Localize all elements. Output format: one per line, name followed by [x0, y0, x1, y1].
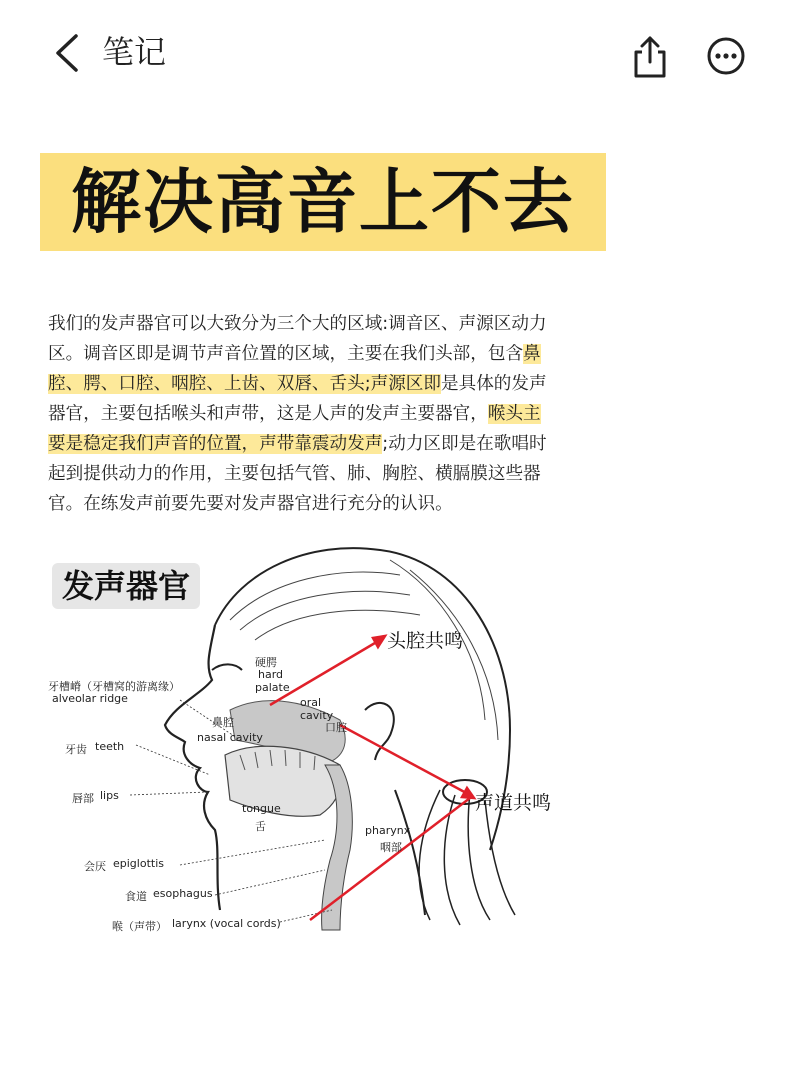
headline: 解决高音上不去	[71, 161, 575, 243]
label-tongue-en: tongue	[242, 802, 281, 815]
page-title: 笔记	[102, 33, 167, 71]
label-hard-palate-cn: 硬腭	[255, 656, 277, 669]
label-pharynx-cn: 咽部	[380, 841, 402, 854]
label-lips-en: lips	[100, 789, 119, 802]
label-oral-en: cavity	[300, 709, 334, 722]
highlighted-text: 鼻腔、腭、口腔、咽腔、上齿、双唇、舌头;声源区即	[48, 344, 541, 394]
back-button[interactable]	[50, 30, 90, 76]
section-label: 发声器官	[52, 563, 200, 609]
highlighted-text: 喉头主要是稳定我们声音的位置，声带靠震动发声	[48, 404, 541, 454]
label-alveolar-en: alveolar ridge	[52, 692, 128, 705]
label-epiglottis-cn: 会厌	[84, 860, 106, 873]
label-epiglottis-en: epiglottis	[113, 857, 164, 870]
top-bar	[0, 0, 800, 110]
label-lips-cn: 唇部	[72, 792, 94, 805]
share-button[interactable]	[628, 34, 672, 80]
label-larynx-cn: 喉（声带）	[112, 920, 167, 933]
label-nasal-en: nasal cavity	[197, 731, 263, 744]
label-nasal-cn: 鼻腔	[212, 716, 234, 729]
more-icon	[706, 36, 746, 76]
chevron-left-icon	[50, 30, 90, 76]
label-teeth-cn: 牙齿	[65, 743, 87, 756]
paragraph-text: 我们的发声器官可以大致分为三个大的区域:调音区、声源区动力区。调音区即是调节声音位置的区域，主要在我们头部，包含	[48, 314, 547, 364]
more-options-button[interactable]	[706, 36, 746, 76]
label-oral-cn: 口腔	[325, 721, 347, 734]
article-paragraph	[48, 309, 548, 519]
label-esophagus-en: esophagus	[153, 887, 213, 900]
paragraph-text: 是具体的发声器官，主要包括喉头和声带，这是人声的发声主要器官，	[48, 374, 547, 424]
label-hard-palate-en: hard	[258, 668, 284, 681]
paragraph-text: ;动力区即是在歌唱时起到提供动力的作用，主要包括气管、肺、胸腔、横膈膜这些器官。在练发声前要先要对发声器官进行充分的认识。	[48, 434, 547, 514]
head-resonance-label: 头腔共鸣	[387, 630, 464, 652]
label-teeth-en: teeth	[95, 740, 125, 753]
label-oral-en: oral	[300, 696, 322, 709]
label-alveolar-cn: 牙槽嵴（牙槽窝的游离缘）	[48, 680, 180, 693]
label-tongue-cn: 舌	[255, 820, 266, 833]
label-esophagus-cn: 食道	[125, 890, 147, 903]
label-larynx-en: larynx (vocal cords)	[172, 917, 281, 930]
label-hard-palate-en: palate	[255, 681, 290, 694]
share-icon	[628, 34, 672, 80]
vocal-tract-resonance-label: 声道共鸣	[475, 792, 552, 814]
label-pharynx-en: pharynx	[365, 824, 411, 837]
